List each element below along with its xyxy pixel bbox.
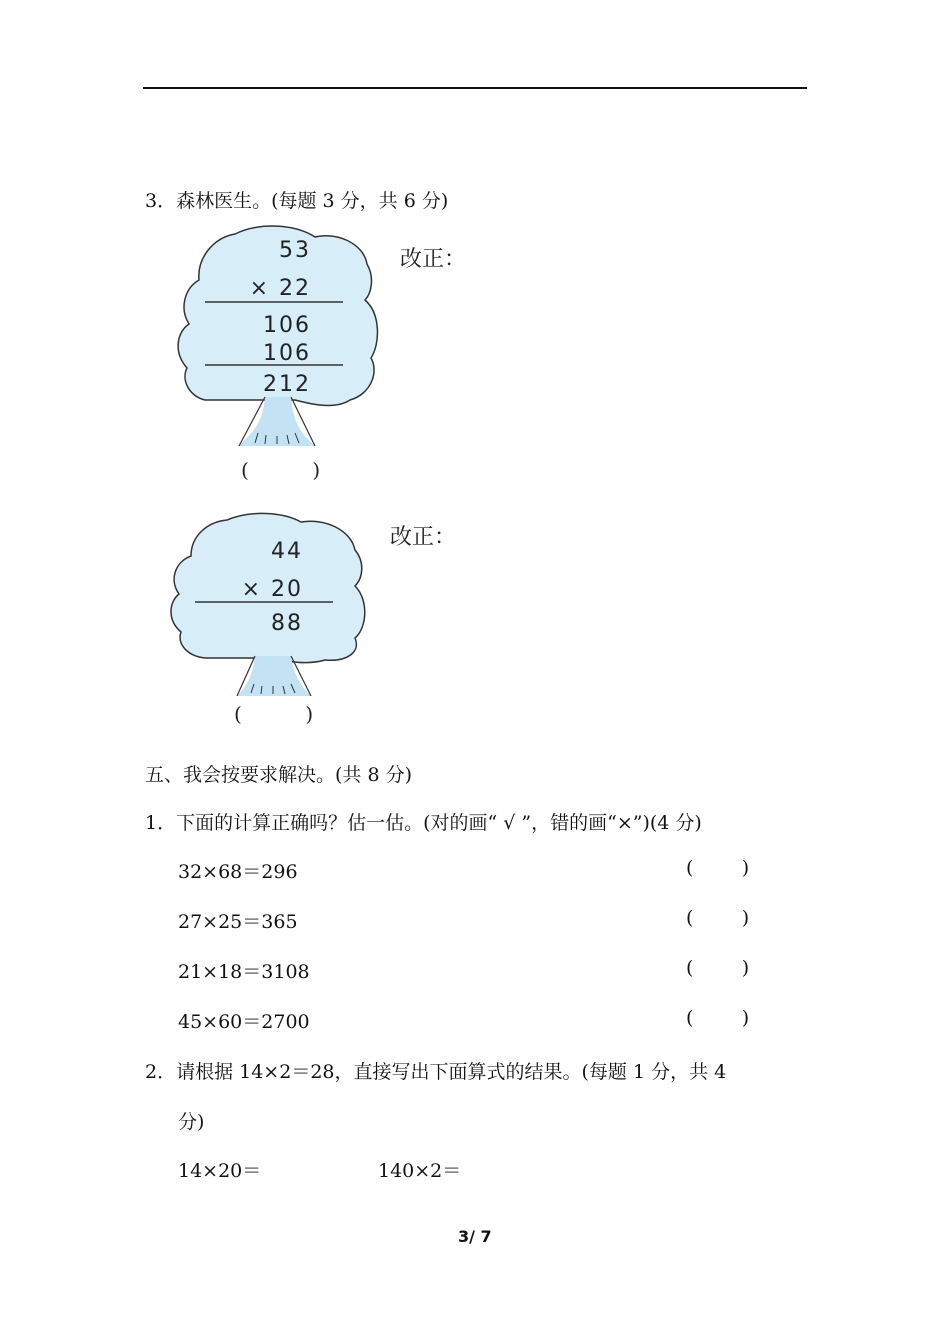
q1-expr-1: 32×68＝296	[178, 861, 298, 883]
tree-1-multiplier: × 22	[249, 276, 311, 301]
tree-1-partial-1: 106	[263, 313, 311, 338]
q3-title: 3．森林医生。(每题 3 分，共 6 分)	[145, 190, 449, 212]
tree-1-correction-label: 改正：	[400, 247, 467, 272]
q2-title-line-2: 分)	[178, 1111, 205, 1133]
tree-2	[165, 510, 380, 700]
q1-expr-3: 21×18＝3108	[178, 961, 310, 983]
q1-blank-2[interactable]: ( )	[686, 907, 750, 929]
q1-title: 1．下面的计算正确吗？估一估。(对的画“ √ ”，错的画“×”)(4 分)	[145, 812, 702, 834]
tree-1-answer-blank[interactable]: ( )	[241, 458, 321, 482]
q2-expr-1: 14×20＝	[178, 1160, 262, 1182]
tree-2-result: 88	[271, 611, 303, 636]
tree-2-multiplier: × 20	[241, 577, 303, 602]
q1-blank-3[interactable]: ( )	[686, 957, 750, 979]
q1-expr-2: 27×25＝365	[178, 911, 298, 933]
q1-expr-4: 45×60＝2700	[178, 1011, 310, 1033]
section-5-title: 五、我会按要求解决。(共 8 分)	[145, 764, 412, 786]
tree-1	[175, 222, 390, 452]
page-number: 3/ 7	[458, 1227, 492, 1246]
header-rule	[143, 87, 807, 89]
q1-blank-1[interactable]: ( )	[686, 857, 750, 879]
tree-2-multiplicand: 44	[271, 539, 303, 564]
tree-1-partial-2: 106	[263, 341, 311, 366]
tree-1-result: 212	[263, 372, 311, 397]
q1-blank-4[interactable]: ( )	[686, 1007, 750, 1029]
tree-1-multiplicand: 53	[279, 238, 311, 263]
q2-expr-2: 140×2＝	[378, 1160, 462, 1182]
tree-2-answer-blank[interactable]: ( )	[234, 702, 314, 726]
tree-2-correction-label: 改正：	[390, 525, 457, 550]
q2-title-line-1: 2．请根据 14×2＝28，直接写出下面算式的结果。(每题 1 分，共 4	[145, 1061, 727, 1083]
